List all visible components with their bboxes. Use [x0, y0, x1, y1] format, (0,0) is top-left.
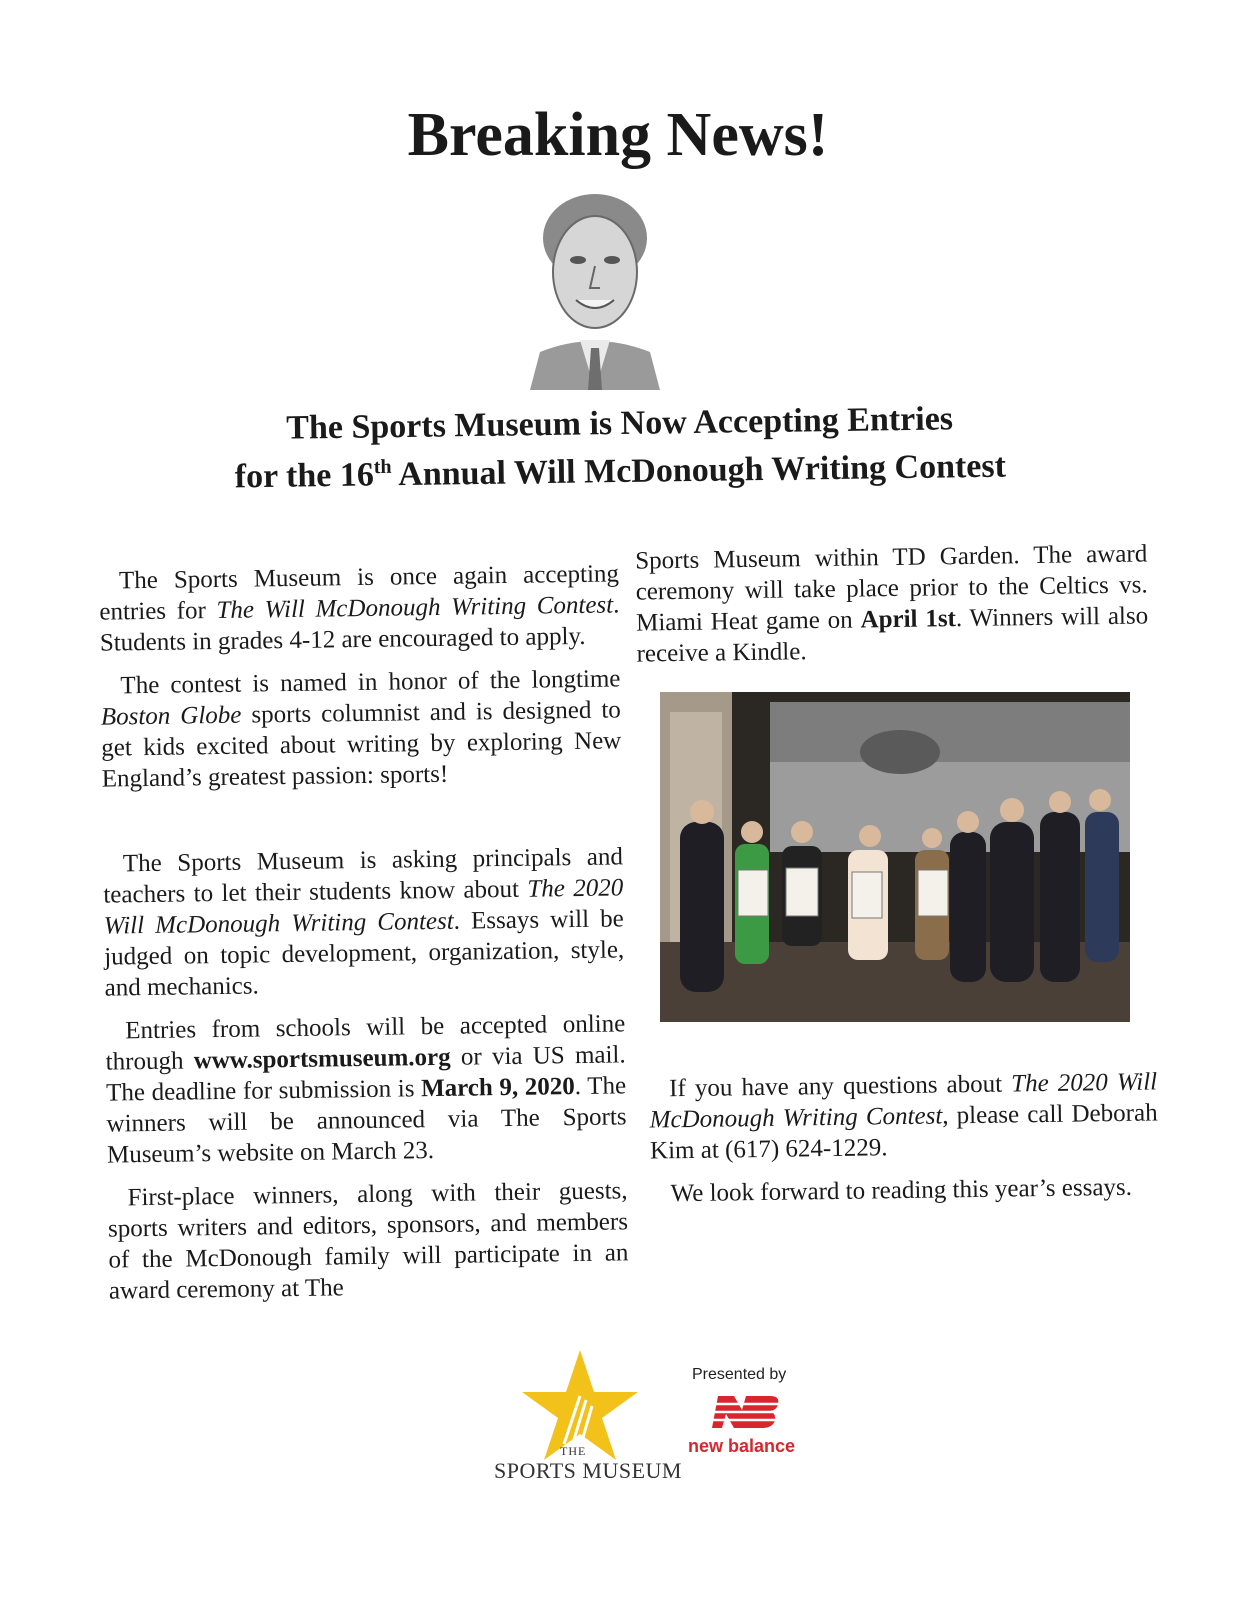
newspaper-name: Boston Globe — [100, 701, 242, 731]
sponsor-name: new balance — [688, 1436, 796, 1456]
text-run: . Students in grades 4-12 are encouraged to apply. — [99, 591, 620, 657]
spacer — [102, 799, 623, 848]
paragraph-entries — [105, 1008, 627, 1170]
headline: Breaking News! — [407, 101, 829, 169]
portrait-sketch-icon — [520, 180, 670, 390]
contest-title: The 2020 Will McDonough Writing Contest — [649, 1068, 1158, 1134]
subhead-line-1: The Sports Museum is Now Accepting Entries — [286, 400, 954, 447]
text-run: or via US mail. The deadline for submission is — [105, 1041, 626, 1107]
group-photo — [660, 692, 1130, 1022]
presented-by-label: Presented by — [692, 1366, 787, 1383]
left-column — [99, 558, 629, 1318]
museum-logo-the: THE — [560, 1444, 587, 1458]
text-run: The Sports Museum is once again accepting entries for — [99, 560, 620, 626]
nb-logo-icon — [712, 1392, 780, 1432]
paragraph-ceremony-cont — [635, 538, 1149, 669]
subhead — [139, 393, 1100, 502]
text-run: The contest is named in honor of the longtime — [120, 665, 621, 700]
text-run: If you have any questions about — [669, 1070, 1012, 1103]
paragraph-questions — [649, 1066, 1158, 1166]
text-run: sports columnist and is designed to get kids excited about writing by exploring New England’s greatest passion: sports! — [101, 696, 622, 793]
text-run: . Essays will be judged on topic development, organization, style, and mechanics. — [104, 905, 625, 1002]
text-run: Entries from schools will be accepted online through — [105, 1010, 626, 1076]
subhead-line-2-post: Annual Will McDonough Writing Contest — [391, 447, 1007, 493]
text-run: Sports Museum within TD Garden. The award ceremony will take place prior to the Celtics vs. Miami Heat game on — [635, 540, 1148, 637]
text-run: . Winners will also receive a Kindle. — [636, 602, 1149, 668]
deadline-date: March 9, 2020 — [420, 1073, 575, 1103]
paragraph-intro — [99, 558, 620, 658]
text-run: , please call Deborah Kim at (617) 624-1229. — [649, 1099, 1158, 1165]
text-run: . The winners will be announced via The Sports Museum’s website on March 23. — [106, 1072, 627, 1169]
museum-logo-name: SPORTS MUSEUM — [494, 1458, 682, 1483]
right-column-bottom — [649, 1066, 1159, 1221]
text-run: The Sports Museum is asking principals and teachers to let their students know about — [103, 843, 624, 909]
subhead-line-2-sup: th — [373, 455, 392, 478]
paragraph-honor — [100, 663, 622, 794]
paragraph-closing: We look forward to reading this year’s essays. — [670, 1173, 1133, 1208]
website-link[interactable]: www.sportsmuseum.org — [193, 1043, 451, 1075]
contest-title: The 2020 Will McDonough Writing Contest — [103, 874, 624, 940]
ceremony-date: April 1st — [860, 605, 957, 634]
contest-title: The Will McDonough Writing Contest — [216, 591, 614, 625]
paragraph-ceremony: First-place winners, along with their guests, sports writers and editors, sponsors, and members of the McDonough family will participate in an award ceremony at The — [107, 1177, 629, 1305]
right-column-top — [635, 538, 1149, 681]
subhead-line-2-pre: for the 16 — [234, 456, 375, 495]
paragraph-judging — [103, 841, 625, 1003]
